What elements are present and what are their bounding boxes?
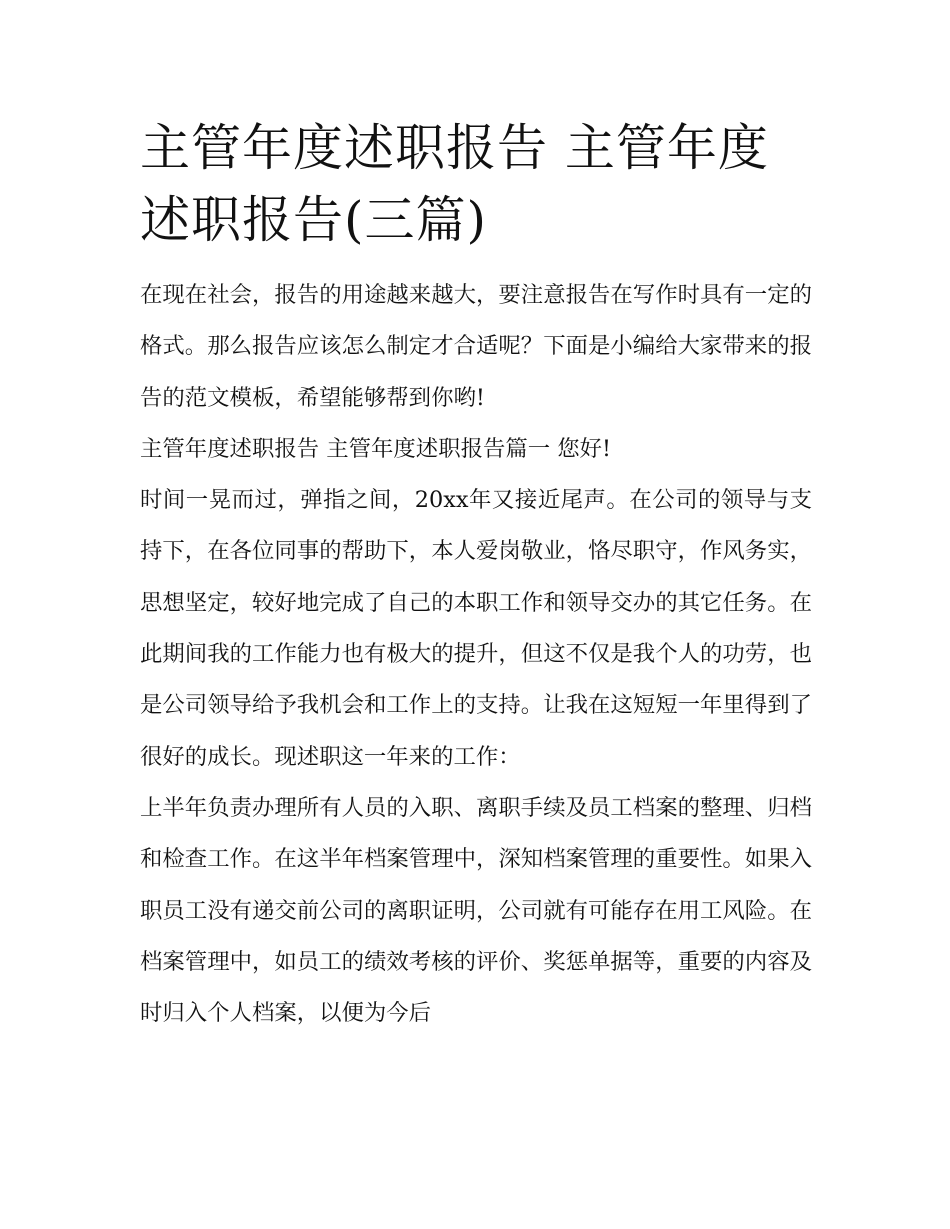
paragraph-intro: 在现在社会，报告的用途越来越大，要注意报告在写作时具有一定的格式。那么报告应该怎么制定才合适呢？下面是小编给大家带来的报告的范文模板，希望能够帮到你哟! xyxy=(140,282,812,411)
document-content xyxy=(140,112,812,1039)
paragraph-summary: 时间一晃而过，弹指之间，20xx年又接近尾声。在公司的领导与支持下，在各位同事的帮助下，本人爱岗敬业，恪尽职守，作风务实，思想坚定，较好地完成了自己的本职工作和领导交办的其它任务。在此期间我的工作能力也有极大的提升，但这不仅是我个人的功劳，也是公司领导给予我机会和工作上的支持。让我在这短短一年里得到了很好的成长。现述职这一年来的工作： xyxy=(140,487,812,770)
paragraph-first-half-work: 上半年负责办理所有人员的入职、离职手续及员工档案的整理、归档和检查工作。在这半年档案管理中，深知档案管理的重要性。如果入职员工没有递交前公司的离职证明，公司就有可能存在用工风险。在档案管理中，如员工的绩效考核的评价、奖惩单据等，重要的内容及时归入个人档案，以便为今后 xyxy=(140,794,812,1027)
document-body xyxy=(140,270,812,1039)
document-title: 主管年度述职报告 主管年度述职报告(三篇) xyxy=(140,119,769,249)
paragraph-section-heading: 主管年度述职报告 主管年度述职报告篇一 您好! xyxy=(140,435,612,462)
